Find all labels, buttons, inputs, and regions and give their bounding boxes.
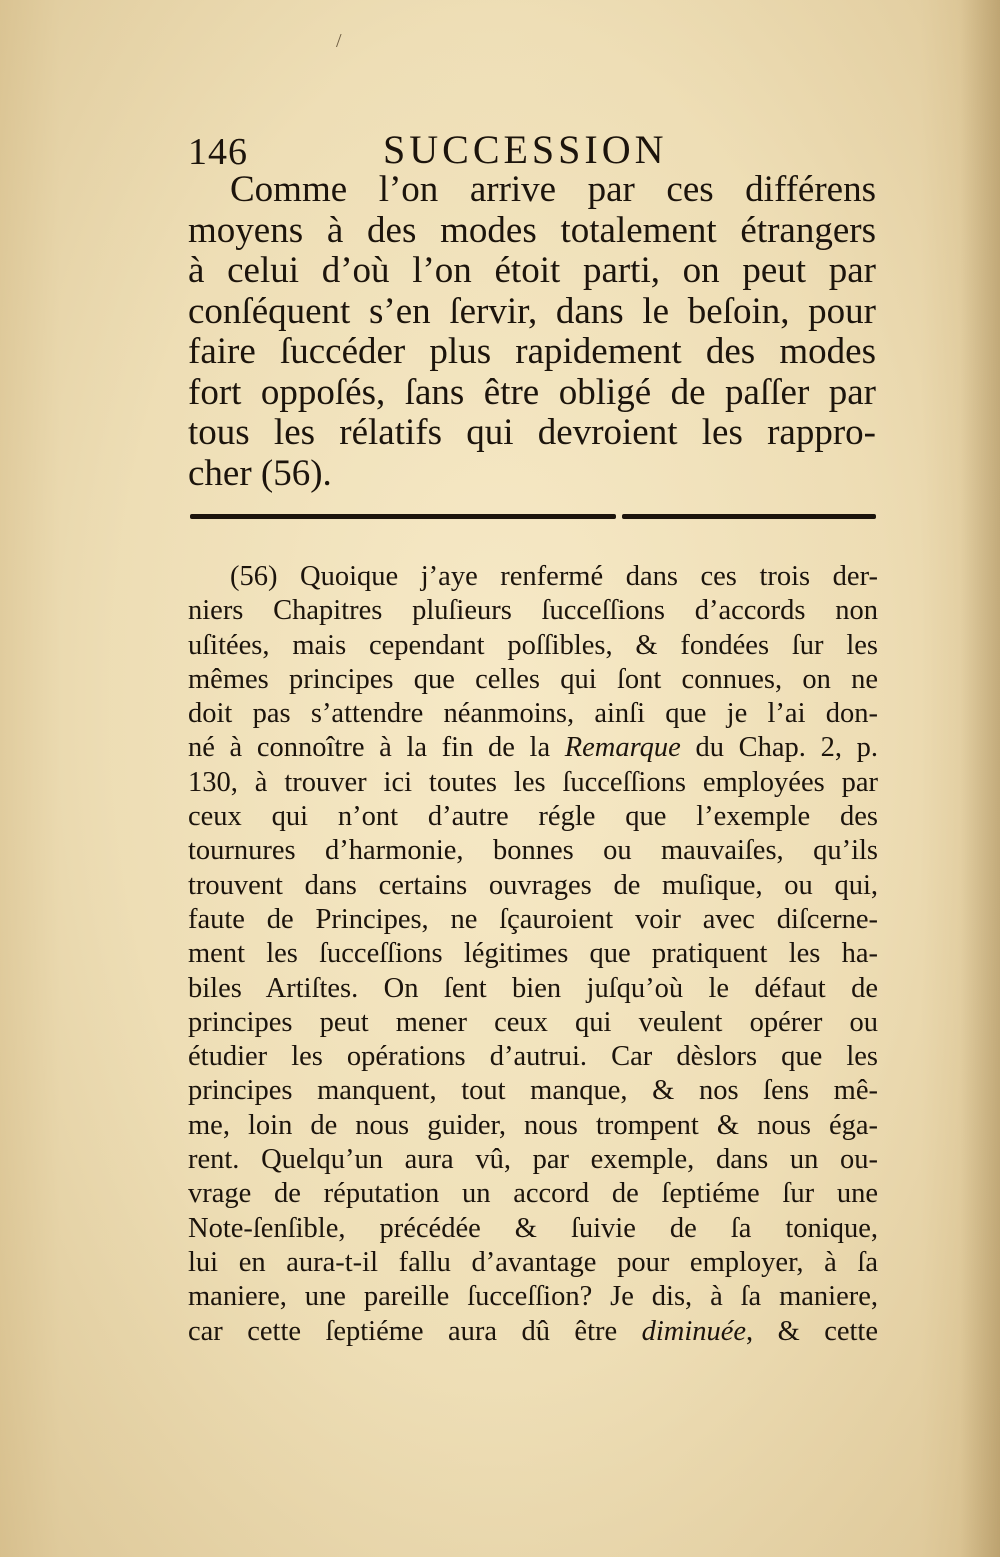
footnote-line: [188, 1109, 878, 1143]
footnote-text: trouvent dans certains ouvrages de muſique, ou qui,: [188, 869, 878, 901]
footnote-line: [188, 629, 878, 663]
page-number: 146: [188, 131, 248, 173]
footnote-line: [188, 1074, 878, 1108]
main-text-line: tous les rélatifs qui devroient les rappro-: [188, 412, 876, 453]
footnote-text: maniere, une pareille ſucceſſion? Je dis, à ſa maniere,: [188, 1281, 878, 1313]
footnote-line: [188, 1177, 878, 1211]
footnote-text: car cette ſeptiéme aura dû être: [188, 1315, 642, 1347]
footnote-line: [188, 560, 878, 594]
italic-term: diminuée: [641, 1315, 747, 1347]
footnote-text: vrage de réputation un accord de ſeptiéme ſur une: [188, 1178, 878, 1210]
italic-term: Remarque: [564, 732, 681, 764]
main-text-line: moyens à des modes totalement étrangers: [188, 209, 876, 251]
footnote-line: [188, 697, 878, 731]
main-text-line: cher (56).: [188, 452, 332, 494]
main-text-line: conſéquent s’en ſervir, dans le beſoin, pour: [188, 290, 876, 332]
footnote-text: Note-ſenſible, précédée & ſuivie de ſa tonique,: [188, 1212, 878, 1244]
separator-rule-right: [622, 514, 876, 519]
main-text-line: fort oppoſés, ſans être obligé de paſſer par: [188, 371, 876, 413]
footnote-line: [188, 731, 878, 765]
footnote-text: mêmes principes que celles qui ſont connues, on ne: [188, 663, 878, 695]
footnote-text: doit pas s’attendre néanmoins, ainſi que je l’ai don-: [188, 698, 878, 730]
footnote-56: [188, 560, 878, 1349]
page-header: [188, 126, 878, 174]
main-text-line: à celui d’où l’on étoit parti, on peut par: [188, 250, 876, 291]
footnote-text: 130, à trouver ici toutes les ſucceſſions employées par: [188, 766, 878, 798]
main-text-line: Comme l’on arrive par ces différens: [230, 169, 876, 210]
footnote-text: tournures d’harmonie, bonnes ou mauvaiſes, qu’ils: [188, 835, 878, 867]
footnote-line: [188, 1246, 878, 1280]
footnote-line: [188, 903, 878, 937]
footnote-line: [188, 972, 878, 1006]
main-text-line: faire ſuccéder plus rapidement des modes: [188, 331, 876, 372]
footnote-text: niers Chapitres pluſieurs ſucceſſions d’accords non: [188, 595, 878, 627]
footnote-text: me, loin de nous guider, nous trompent & nous éga-: [188, 1109, 878, 1141]
footnote-line: [188, 1143, 878, 1177]
footnote-line: [188, 1212, 878, 1246]
footnote-line: [188, 1006, 878, 1040]
footnote-text: ment les ſucceſſions légitimes que pratiquent les ha-: [188, 938, 878, 970]
ink-speck: /: [336, 30, 342, 52]
footnote-text: lui en aura-t-il fallu d’avantage pour employer, à ſa: [188, 1246, 878, 1278]
separator-rule-left: [190, 514, 616, 519]
footnote-line: [188, 869, 878, 903]
footnote-text: rent. Quelqu’un aura vû, par exemple, dans un ou-: [188, 1144, 878, 1176]
footnote-line: [188, 800, 878, 834]
footnote-text: (56) Quoique j’aye renfermé dans ces trois der-: [230, 561, 878, 592]
footnote-line: [188, 1315, 878, 1349]
footnote-text: , & cette: [746, 1315, 878, 1347]
footnote-text: faute de Principes, ne ſçauroient voir avec diſcerne-: [188, 903, 878, 935]
footnote-line: [188, 1040, 878, 1074]
footnote-line: [188, 937, 878, 971]
footnote-line: [188, 834, 878, 868]
footnote-line: [188, 594, 878, 628]
main-paragraph: [188, 170, 876, 494]
footnote-line: [188, 766, 878, 800]
footnote-text: principes peut mener ceux qui veulent opérer ou: [188, 1006, 878, 1038]
footnote-text: étudier les opérations d’autrui. Car dèslors que les: [188, 1041, 878, 1073]
footnote-text: uſitées, mais cependant poſſibles, & fondées ſur les: [188, 629, 878, 661]
footnote-text: biles Artiſtes. On ſent bien juſqu’où le défaut de: [188, 972, 878, 1004]
footnote-text: principes manquent, tout manque, & nos ſens mê-: [188, 1075, 878, 1107]
footnote-text: ceux qui n’ont d’autre régle que l’exemple des: [188, 801, 878, 833]
footnote-line: [188, 663, 878, 697]
footnote-line: [188, 1280, 878, 1314]
running-head: SUCCESSION: [383, 127, 668, 172]
footnote-text: né à connoître à la fin de la: [188, 732, 565, 764]
footnote-text: du Chap. 2, p.: [680, 732, 878, 764]
